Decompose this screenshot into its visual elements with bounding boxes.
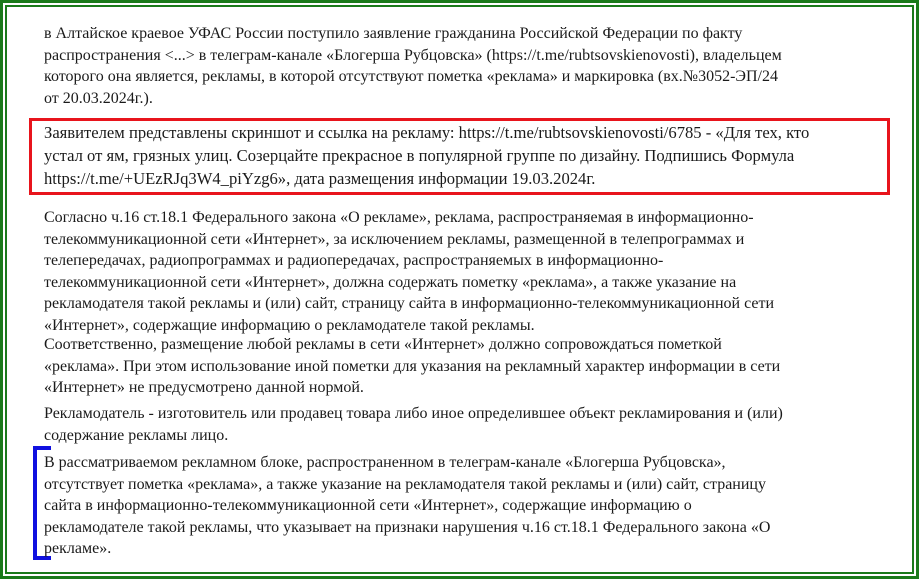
text-line: телепередачах, радиопрограммах и радиопередачах, распространяемых в информационно- xyxy=(44,252,664,269)
text-line: телекоммуникационной сети «Интернет», должна содержать пометку «реклама», а также указание на xyxy=(44,273,737,291)
text-line: Рекламодатель - изготовитель или продавец товара либо иное определившее объект рекламирования и (или) xyxy=(44,405,783,422)
text-line: которого она является, рекламы, в которой отсутствуют пометка «реклама» и маркировка (вх.№3052-ЭП/24 xyxy=(44,68,778,85)
text-line: распространения <...> в телеграм-канале «Блогерша Рубцовска» (https://t.me/rubtsovskienovosti), владельцем xyxy=(44,46,782,64)
text-line: содержание рекламы лицо. xyxy=(44,426,229,444)
text-line: телекоммуникационной сети «Интернет», за исключением рекламы, размещенной в телепрограммах и xyxy=(44,230,745,248)
text-line: отсутствует пометка «реклама», а также указание на рекламодателя такой рекламы и (или) сайт, страницу xyxy=(44,475,766,493)
text-line: «Интернет» не предусмотрено данной нормой. xyxy=(44,379,364,396)
text-line: https://t.me/+UEzRJq3W4_piYzg6», дата размещения информации 19.03.2024г. xyxy=(44,169,596,188)
text-line: Заявителем представлены скриншот и ссылка на рекламу: https://t.me/rubtsovskienovosti/6785 - «Для тех, кто xyxy=(44,123,810,142)
paragraph-conclusion xyxy=(44,452,770,560)
text-line: рекламодателе такой рекламы, что указывает на признаки нарушения ч.16 ст.18.1 Федерального закона «О xyxy=(44,518,771,536)
text-line: рекламе». xyxy=(44,540,112,557)
text-line: устал от ям, грязных улиц. Созерцайте прекрасное в популярной группе по дизайну. Подпишись Формула xyxy=(44,146,795,165)
paragraph-consequence xyxy=(44,334,780,399)
text-line: Согласно ч.16 ст.18.1 Федерального закона «О рекламе», реклама, распространяемая в информационно- xyxy=(44,209,754,226)
paragraph-evidence-highlighted xyxy=(44,121,809,190)
text-line: в Алтайское краевое УФАС России поступило заявление гражданина Российской Федерации по факту xyxy=(44,25,743,42)
paragraph-law-reference xyxy=(44,207,774,336)
paragraph-complaint xyxy=(44,23,782,109)
text-line: рекламодателя такой рекламы и (или) сайт, страницу сайта в информационно-телекоммуникационной сети xyxy=(44,295,775,312)
text-line: от 20.03.2024г.). xyxy=(44,89,153,107)
text-line: «реклама». При этом использование иной пометки для указания на рекламный характер информации в сети xyxy=(44,357,781,375)
paragraph-definition xyxy=(44,403,783,446)
text-line: сайта в информационно-телекоммуникационной сети «Интернет», содержащие информацию о xyxy=(44,497,692,514)
text-line: «Интернет», содержащие информацию о рекламодателе такой рекламы. xyxy=(44,316,535,334)
text-line: В рассматриваемом рекламном блоке, распространенном в телеграм-канале «Блогерша Рубцовска», xyxy=(44,454,726,471)
text-line: Соответственно, размещение любой рекламы в сети «Интернет» должно сопровождаться пометкой xyxy=(44,336,722,353)
